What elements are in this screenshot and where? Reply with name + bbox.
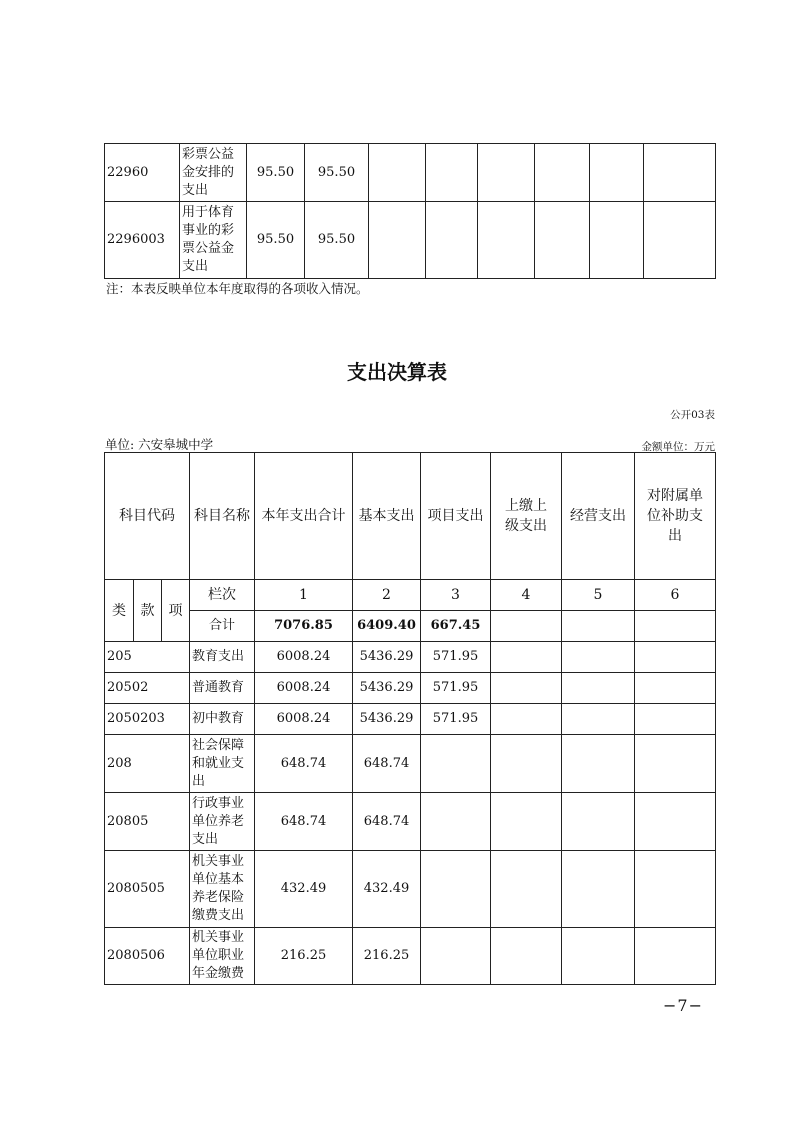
name-cell: 普通教育 <box>190 673 255 704</box>
project-cell <box>421 793 491 851</box>
column-number: 6 <box>635 580 716 611</box>
basic-cell: 432.49 <box>353 851 421 928</box>
table-row <box>105 673 716 704</box>
header-row <box>105 453 716 580</box>
header-project: 项目支出 <box>421 453 491 580</box>
basic-cell: 648.74 <box>353 735 421 793</box>
value-cell: 95.50 <box>305 202 369 279</box>
table-row <box>105 928 716 985</box>
unit-label: 单位: 六安皋城中学 <box>105 437 214 452</box>
total-cell: 432.49 <box>255 851 353 928</box>
name-cell: 机关事业单位职业年金缴费 <box>190 928 255 985</box>
table-row <box>105 642 716 673</box>
table-number: 公开03表 <box>670 409 715 421</box>
header-kuan: 款 <box>134 580 162 642</box>
header-business: 经营支出 <box>562 453 635 580</box>
code-cell: 2080506 <box>105 928 190 985</box>
project-cell: 571.95 <box>421 673 491 704</box>
column-number: 5 <box>562 580 635 611</box>
name-cell: 用于体育事业的彩票公益金支出 <box>180 202 247 279</box>
total-cell: 6008.24 <box>255 704 353 735</box>
basic-cell: 5436.29 <box>353 642 421 673</box>
table-note: 注：本表反映单位本年度取得的各项收入情况。 <box>106 281 369 296</box>
project-cell <box>421 928 491 985</box>
name-cell: 机关事业单位基本养老保险缴费支出 <box>190 851 255 928</box>
column-number-row <box>105 580 716 611</box>
total-cell: 6008.24 <box>255 642 353 673</box>
basic-cell: 648.74 <box>353 793 421 851</box>
previous-table <box>104 143 716 279</box>
header-lei: 类 <box>105 580 134 642</box>
table-row <box>105 704 716 735</box>
total-cell: 648.74 <box>255 793 353 851</box>
code-cell: 2296003 <box>105 202 180 279</box>
code-cell: 22960 <box>105 144 180 202</box>
name-cell: 行政事业单位养老支出 <box>190 793 255 851</box>
value-cell: 95.50 <box>247 144 305 202</box>
table-row <box>105 735 716 793</box>
summary-row <box>105 611 716 642</box>
table-row <box>105 202 716 279</box>
project-cell <box>421 735 491 793</box>
value-cell: 95.50 <box>247 202 305 279</box>
expenditure-table <box>104 452 716 985</box>
summary-basic: 6409.40 <box>353 611 421 642</box>
table-row <box>105 144 716 202</box>
value-cell: 95.50 <box>305 144 369 202</box>
column-number: 4 <box>491 580 562 611</box>
amount-unit-label: 金额单位：万元 <box>641 441 715 453</box>
column-number: 3 <box>421 580 491 611</box>
basic-cell: 5436.29 <box>353 673 421 704</box>
basic-cell: 5436.29 <box>353 704 421 735</box>
code-cell: 2050203 <box>105 704 190 735</box>
header-name: 科目名称 <box>190 453 255 580</box>
basic-cell: 216.25 <box>353 928 421 985</box>
page-number: −7− <box>663 996 703 1015</box>
summary-label: 合计 <box>190 611 255 642</box>
code-cell: 2080505 <box>105 851 190 928</box>
code-cell: 205 <box>105 642 190 673</box>
header-xiang: 项 <box>162 580 190 642</box>
total-cell: 6008.24 <box>255 673 353 704</box>
code-cell: 20502 <box>105 673 190 704</box>
table-row <box>105 851 716 928</box>
project-cell: 571.95 <box>421 704 491 735</box>
column-label: 栏次 <box>190 580 255 611</box>
total-cell: 648.74 <box>255 735 353 793</box>
name-cell: 彩票公益金安排的支出 <box>180 144 247 202</box>
summary-project: 667.45 <box>421 611 491 642</box>
column-number: 1 <box>255 580 353 611</box>
header-upper: 上缴上级支出 <box>491 453 562 580</box>
header-basic: 基本支出 <box>353 453 421 580</box>
project-cell: 571.95 <box>421 642 491 673</box>
summary-total: 7076.85 <box>255 611 353 642</box>
code-cell: 208 <box>105 735 190 793</box>
total-cell: 216.25 <box>255 928 353 985</box>
header-subsidy: 对附属单位补助支出 <box>635 453 716 580</box>
name-cell: 教育支出 <box>190 642 255 673</box>
table-row <box>105 793 716 851</box>
name-cell: 初中教育 <box>190 704 255 735</box>
column-number: 2 <box>353 580 421 611</box>
name-cell: 社会保障和就业支出 <box>190 735 255 793</box>
code-cell: 20805 <box>105 793 190 851</box>
header-total: 本年支出合计 <box>255 453 353 580</box>
header-code: 科目代码 <box>105 453 190 580</box>
page-title: 支出决算表 <box>347 360 447 384</box>
project-cell <box>421 851 491 928</box>
